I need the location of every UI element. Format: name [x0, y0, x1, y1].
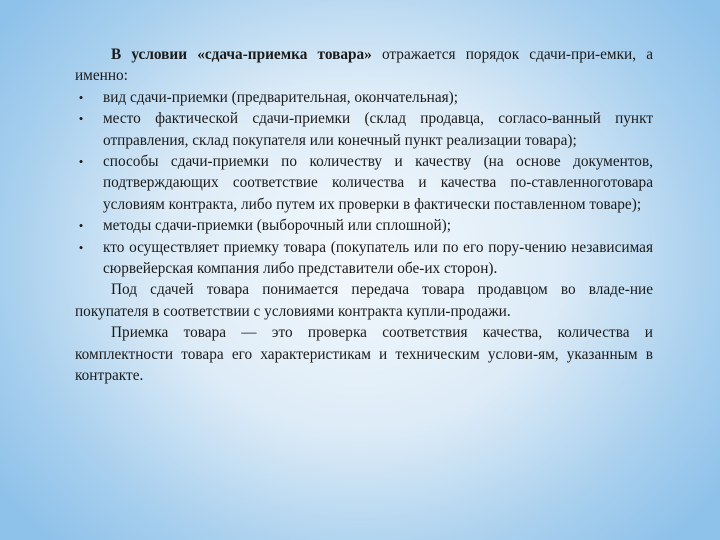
bullet-icon: • — [78, 154, 84, 170]
delivery-definition-paragraph: Под сдачей товара понимается передача товара продавцом во владе-ние покупателя в соответствии с условиями контракта купли-продажи. — [75, 281, 653, 320]
intro-paragraph — [75, 44, 653, 87]
intro-rest: отражается порядок сдачи-при-емки, а именно: — [75, 46, 653, 85]
acceptance-conditions-list — [75, 87, 653, 280]
list-item — [75, 237, 653, 280]
acceptance-definition-paragraph: Приемка товара — это проверка соответствия качества, количества и комплектности товара его характеристикам и техническим услови-ям, указанным в контракте. — [75, 324, 653, 385]
list-item — [75, 108, 653, 151]
intro-bold-term: В условии «сдача-приемка товара» — [111, 46, 372, 63]
bullet-icon: • — [78, 218, 84, 234]
list-item-text: методы сдачи-приемки (выборочный или сплошной); — [103, 217, 452, 235]
list-item-text: место фактической сдачи-приемки (склад продавца, согласо-ванный пункт отправления, склад покупателя или конечный пункт реализации товара); — [103, 110, 653, 149]
list-item — [75, 151, 653, 215]
list-item — [75, 87, 653, 108]
list-item-text: кто осуществляет приемку товара (покупатель или по его пору-чению независимая сюрвейерская компания либо представители обе-их сторон). — [103, 238, 653, 278]
bullet-icon: • — [78, 111, 84, 127]
list-item-text: вид сдачи-приемки (предварительная, окончательная); — [103, 88, 459, 106]
bullet-icon: • — [78, 89, 84, 105]
bullet-icon: • — [78, 239, 84, 255]
slide-text-block — [75, 44, 653, 387]
list-item-text: способы сдачи-приемки по количеству и качеству (на основе документов, подтверждающих соответствие количества и качества по-ставленноготовара условиям контракта, либо путем их проверки в фактически поставленном товаре); — [103, 153, 653, 213]
list-item — [75, 215, 653, 236]
